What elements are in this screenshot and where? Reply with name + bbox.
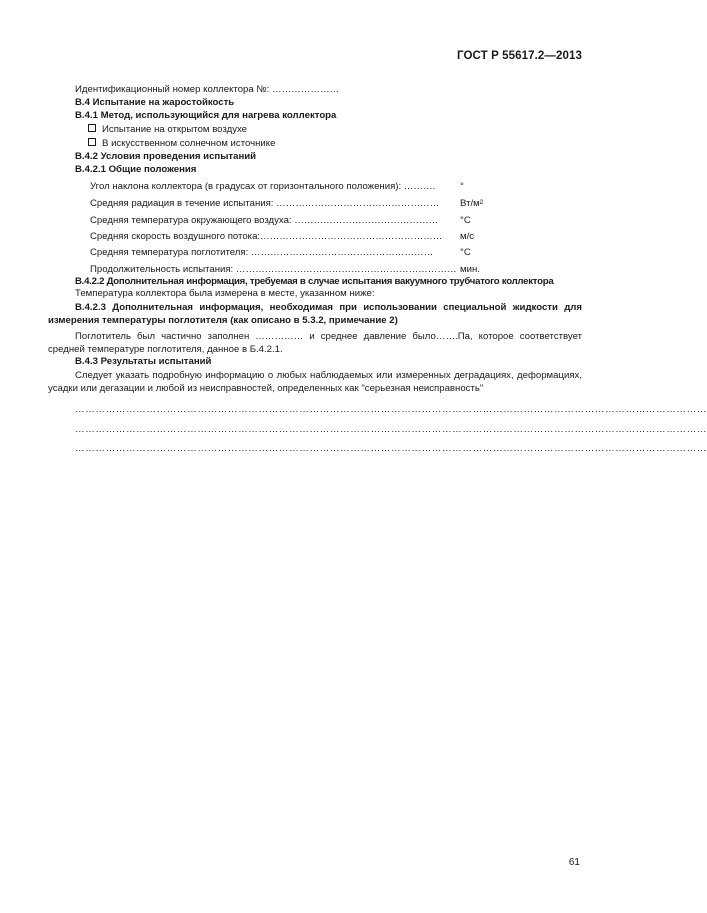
param-label: Средняя радиация в течение испытания: …………………………………………… [90,198,440,209]
collector-id-line: Идентификационный номер коллектора №: ………………… [75,84,340,95]
option-open-air [0,124,630,136]
section-b43-text: Следует указать подробную информацию о любых наблюдаемых или измеренных деградациях, деформациях, усадки или дегазации и любой из неисправностей, определенных как "серьезная неисправность" [48,370,582,394]
param-unit: °С [460,215,471,226]
param-unit: мин. [460,264,480,275]
option-label: Испытание на открытом воздухе [102,124,248,135]
section-b423-text: Поглотитель был частично заполнен …………… и среднее давление было…….Па, которое соответствует средней температуре поглотителя, данное в Б.4.2.1. [48,331,582,355]
blank-line: …………………………………………………………………………………………………………………………………………………………………… [75,424,707,435]
param-label: Продолжительность испытания: …………………………………………………………… [90,264,457,275]
standard-code: ГОСТ Р 55617.2—2013 [457,50,582,62]
section-b43-paragraph [48,369,582,395]
section-b41-heading: В.4.1 Метод, использующийся для нагрева коллектора [75,110,337,121]
param-unit: Вт/м² [460,198,483,209]
param-unit: °С [460,247,471,258]
blank-line: …………………………………………………………………………………………………………………………………………………………………… [75,443,707,454]
section-b42-heading: В.4.2 Условия проведения испытаний [75,151,257,162]
param-duration [90,264,480,275]
blank-line: …………………………………………………………………………………………………………………………………………………………………… [75,404,707,415]
param-radiation [90,198,483,209]
option-artificial-source [0,138,630,150]
section-b422-heading: В.4.2.2 Дополнительная информация, требуемая в случае испытания вакуумного трубчатого коллектора [75,276,554,287]
checkbox-icon [88,138,96,146]
param-tilt-angle [90,181,464,192]
section-b423-title: В.4.2.3 Дополнительная информация, необходимая при использовании специальной жидкости для измерения температуры поглотителя (как описано в 5.3.2, примечание 2) [48,302,582,326]
param-unit: ° [460,181,464,192]
option-label: В искусственном солнечном источнике [102,138,276,149]
section-b423-heading [48,301,582,327]
param-label: Средняя температура поглотителя: ………………………………………………… [90,247,434,258]
section-b422-text: Температура коллектора была измерена в месте, указанном ниже: [75,288,375,299]
checkbox-icon [88,124,96,132]
section-b43-heading: В.4.3 Результаты испытаний [75,356,212,367]
param-label: Угол наклона коллектора (в градусах от горизонтального положения): ………. [90,181,436,192]
section-b4-heading: В.4 Испытание на жаростойкость [75,97,235,108]
param-label: Средняя температура окружающего воздуха: ……………………………………… [90,215,439,226]
section-b421-heading: В.4.2.1 Общие положения [75,164,197,175]
section-b423-paragraph [48,330,582,356]
param-ambient-temp [90,215,471,226]
param-unit: м/с [460,231,475,242]
param-label: Средняя скорость воздушного потока:………………………………………………… [90,231,443,242]
param-air-speed [90,231,475,242]
param-absorber-temp [90,247,471,258]
page-number: 61 [568,857,580,868]
